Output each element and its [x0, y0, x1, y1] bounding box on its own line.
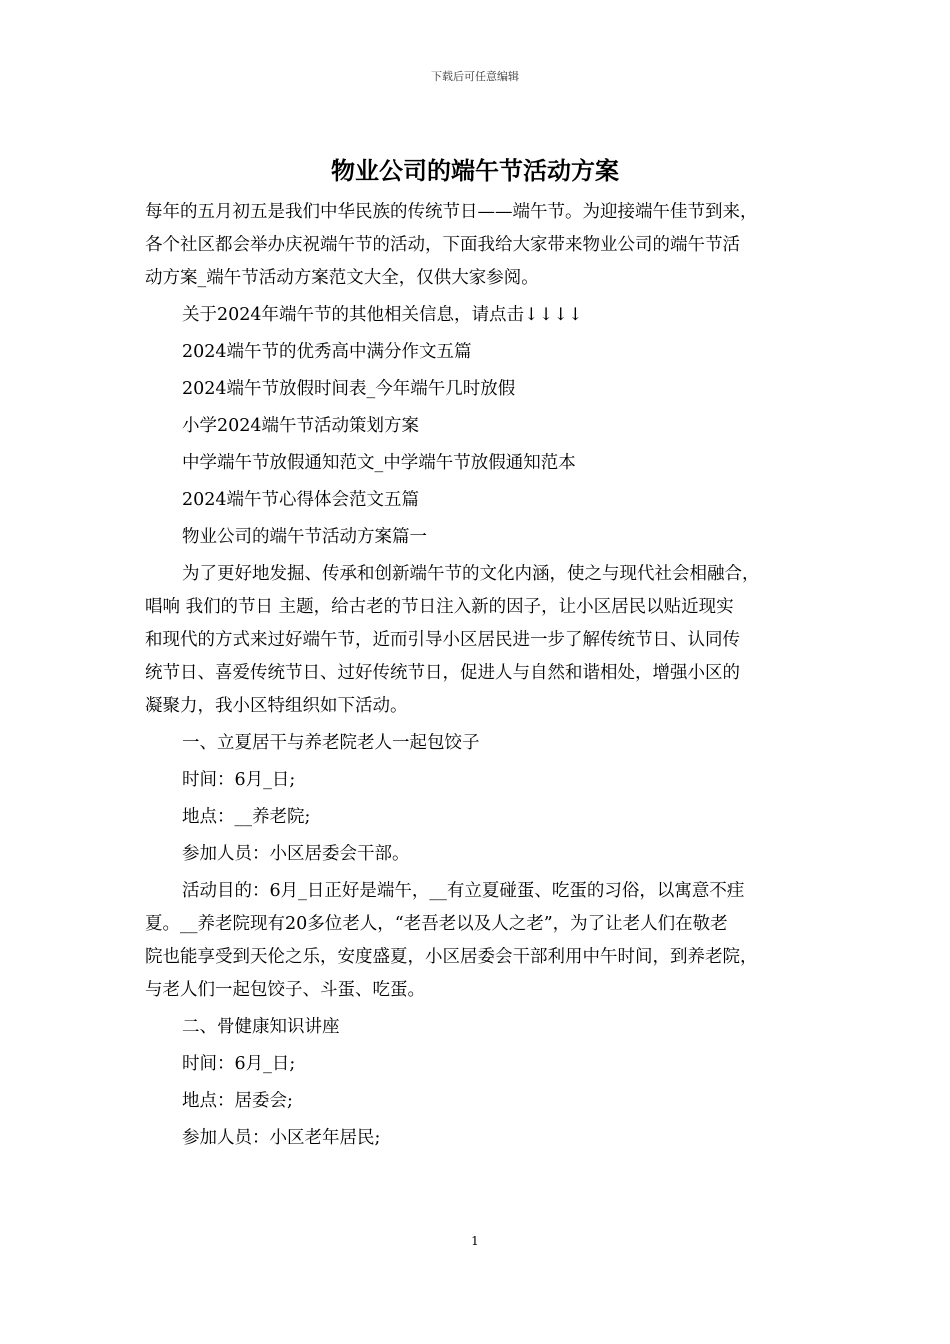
activity2-heading: 二、骨健康知识讲座 — [182, 1017, 340, 1037]
purpose-line: 和现代的方式来过好端午节，近而引导小区居民进一步了解传统节日、认同传 — [145, 630, 740, 650]
document-title: 物业公司的端午节活动方案 — [331, 156, 619, 185]
related-link[interactable]: 2024端午节放假时间表_今年端午几时放假 — [182, 379, 516, 399]
intro-line: 每年的五月初五是我们中华民族的传统节日——端午节。为迎接端午佳节到来， — [145, 202, 758, 222]
activity2-place: 地点：居委会; — [182, 1091, 293, 1111]
activity1-goal-line: 活动目的：6月_日正好是端午，__有立夏碰蛋、吃蛋的习俗，以寓意不疰 — [182, 881, 745, 901]
related-link[interactable]: 2024端午节心得体会范文五篇 — [182, 490, 420, 510]
activity1-goal-line: 与老人们一起包饺子、斗蛋、吃蛋。 — [145, 980, 425, 1000]
related-link[interactable]: 2024端午节的优秀高中满分作文五篇 — [182, 342, 472, 362]
page-header-note: 下载后可任意编辑 — [431, 70, 519, 83]
purpose-line: 唱响 我们的节日 主题，给古老的节日注入新的因子，让小区居民以贴近现实 — [145, 597, 734, 617]
page-number: 1 — [471, 1234, 479, 1248]
activity1-heading: 一、立夏居干与养老院老人一起包饺子 — [182, 733, 480, 753]
document-body — [145, 196, 809, 1159]
intro-line: 动方案_端午节活动方案范文大全，仅供大家参阅。 — [145, 268, 539, 288]
purpose-line: 为了更好地发掘、传承和创新端午节的文化内涵，使之与现代社会相融合， — [182, 564, 760, 584]
intro-paragraph — [145, 196, 809, 295]
related-info-prompt: 关于2024年端午节的其他相关信息，请点击↓↓↓↓ — [182, 305, 583, 325]
activity1-time: 时间：6月_日; — [182, 770, 296, 790]
purpose-line: 凝聚力，我小区特组织如下活动。 — [145, 696, 408, 716]
section-heading: 物业公司的端午节活动方案篇一 — [182, 527, 427, 547]
activity1-place: 地点：__养老院; — [182, 807, 311, 827]
activity2-time: 时间：6月_日; — [182, 1054, 296, 1074]
activity2-participants: 参加人员：小区老年居民; — [182, 1128, 381, 1148]
activity1-goal-line: 院也能享受到天伦之乐，安度盛夏，小区居委会干部利用中午时间，到养老院， — [145, 947, 758, 967]
purpose-paragraph — [145, 558, 809, 723]
related-link[interactable]: 小学2024端午节活动策划方案 — [182, 416, 420, 436]
intro-line: 各个社区都会举办庆祝端午节的活动，下面我给大家带来物业公司的端午节活 — [145, 235, 740, 255]
activity1-goal-paragraph — [145, 875, 809, 1007]
purpose-line: 统节日、喜爱传统节日、过好传统节日，促进人与自然和谐相处，增强小区的 — [145, 663, 740, 683]
related-link[interactable]: 中学端午节放假通知范文_中学端午节放假通知范本 — [182, 453, 576, 473]
activity1-goal-line: 夏。__养老院现有20多位老人，“老吾老以及人之老”，为了让老人们在敬老 — [145, 914, 728, 934]
activity1-participants: 参加人员：小区居委会干部。 — [182, 844, 410, 864]
